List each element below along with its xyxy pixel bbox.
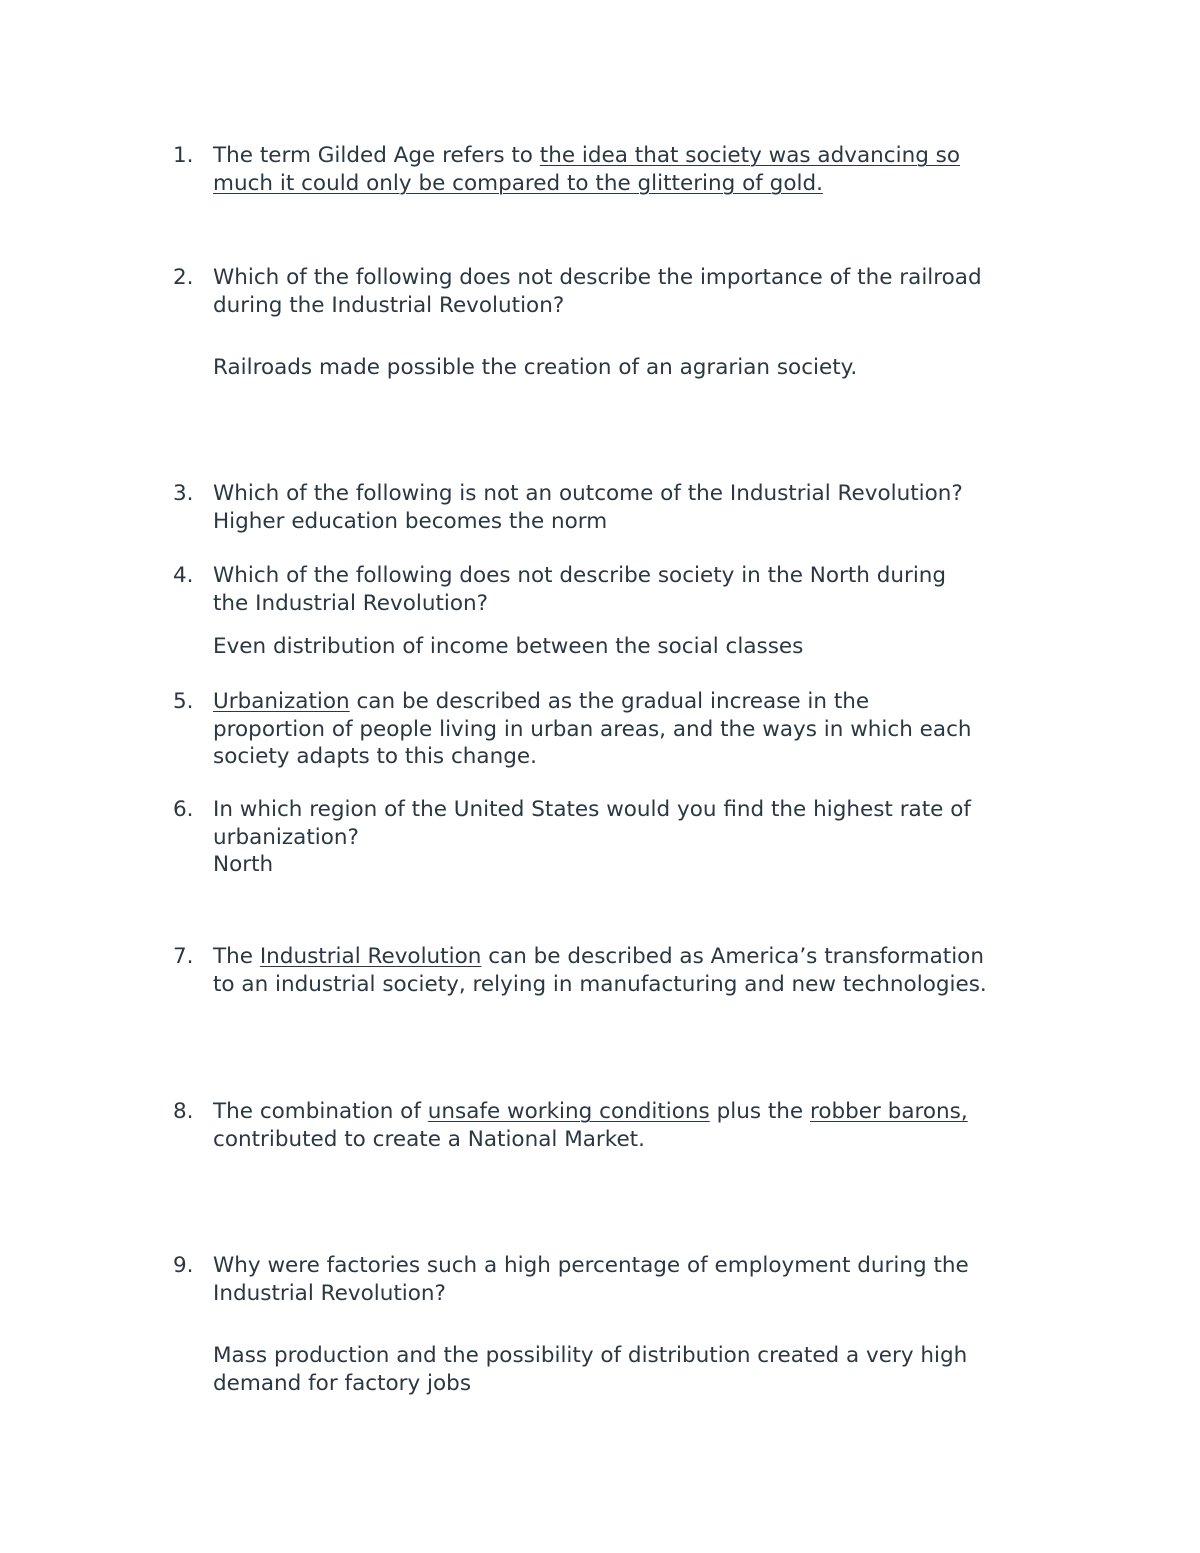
- underlined-answer: Industrial Revolution: [259, 944, 482, 969]
- question-text-line: In which region of the United States would you find the highest rate of: [213, 797, 971, 822]
- question-text-line: proportion of people living in urban areas, and the ways in which each: [213, 716, 972, 742]
- question-text-line: The combination of unsafe working conditions plus the robber barons,: [213, 1099, 968, 1124]
- answer-text: Mass production and the possibility of distribution created a very high: [213, 1343, 968, 1368]
- question-text-line: Which of the following is not an outcome of the Industrial Revolution?: [213, 481, 963, 506]
- question-number: 3.: [173, 481, 194, 506]
- question-number: 4.: [173, 563, 194, 588]
- question-number: 2.: [173, 265, 194, 290]
- question-number: 6.: [173, 797, 194, 822]
- question-text-line: during the Industrial Revolution?: [213, 292, 565, 318]
- question-text-line: urbanization?: [213, 824, 359, 850]
- question-text-line: society adapts to this change.: [213, 744, 537, 769]
- question-text-line: contributed to create a National Market.: [213, 1126, 645, 1152]
- question-text-line: Which of the following does not describe the importance of the railroad: [213, 265, 982, 290]
- underlined-answer: much it could only be compared to the glittering of gold.: [213, 170, 823, 196]
- question-text-line: the Industrial Revolution?: [213, 590, 489, 616]
- question-number: 9.: [173, 1253, 194, 1278]
- question-text-line: The Industrial Revolution can be described as America’s transformation: [213, 944, 984, 969]
- question-text-line: Why were factories such a high percentage of employment during the: [213, 1253, 969, 1278]
- answer-text: Railroads made possible the creation of an agrarian society.: [213, 355, 858, 380]
- question-number: 1.: [173, 143, 194, 168]
- answer-text: Even distribution of income between the social classes: [213, 634, 804, 659]
- underlined-answer: robber barons,: [809, 1099, 968, 1124]
- question-number: 7.: [173, 944, 194, 969]
- question-number: 8.: [173, 1099, 194, 1124]
- underlined-answer: unsafe working conditions: [427, 1099, 710, 1124]
- underlined-answer: Urbanization: [213, 689, 350, 714]
- answer-text: demand for factory jobs: [213, 1370, 472, 1396]
- answer-text: North: [213, 852, 274, 877]
- question-text-line: The term Gilded Age refers to the idea that society was advancing so: [213, 143, 961, 168]
- question-text-line: to an industrial society, relying in manufacturing and new technologies.: [213, 971, 987, 997]
- question-text-line: Industrial Revolution?: [213, 1280, 446, 1306]
- question-text-line: Which of the following does not describe society in the North during: [213, 563, 947, 588]
- question-text-line: Urbanization can be described as the gradual increase in the: [213, 689, 870, 714]
- answer-text: Higher education becomes the norm: [213, 508, 608, 534]
- underlined-answer: the idea that society was advancing so: [539, 143, 961, 168]
- question-number: 5.: [173, 689, 194, 714]
